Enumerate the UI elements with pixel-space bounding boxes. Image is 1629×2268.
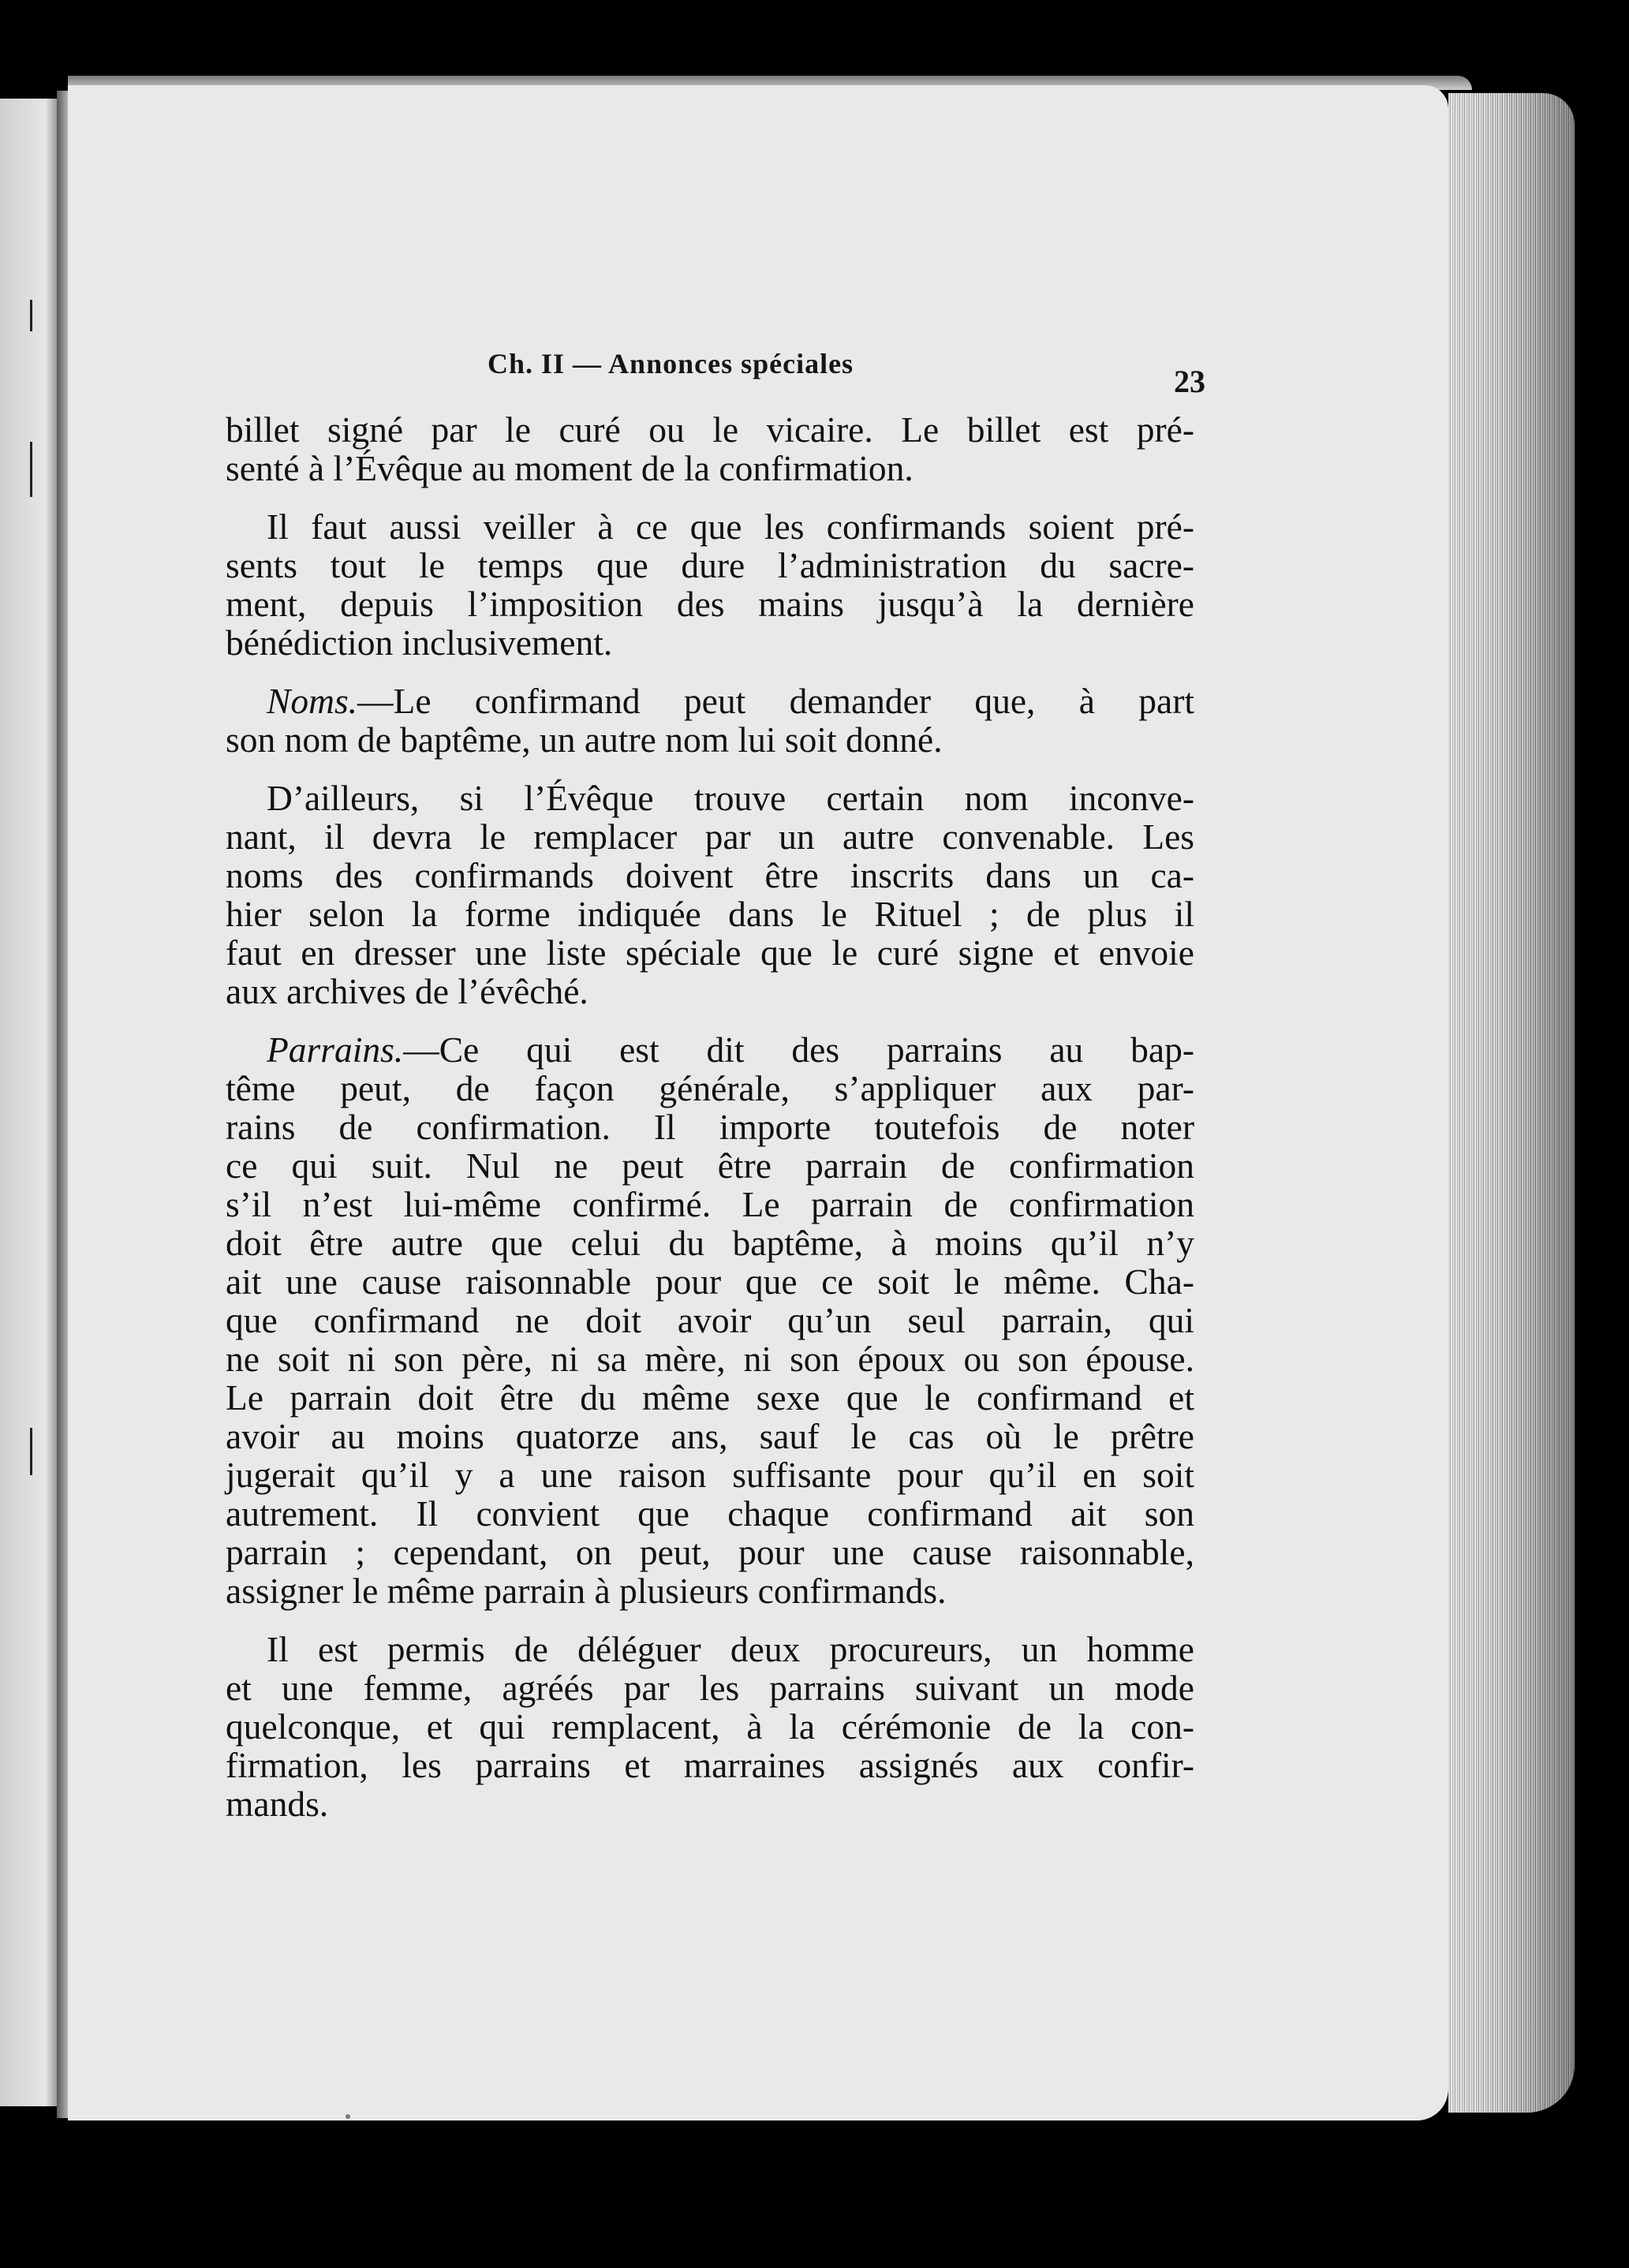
text-line bbox=[226, 682, 1194, 720]
paragraph bbox=[226, 1630, 1194, 1823]
text-line bbox=[226, 546, 1194, 585]
text-line bbox=[226, 895, 1194, 933]
line-text: ne soit ni son père, ni sa mère, ni son époux ou son épouse. bbox=[226, 1339, 1194, 1379]
section-lead: Noms. bbox=[267, 681, 358, 721]
line-text: avoir au moins quatorze ans, sauf le cas où le prêtre bbox=[226, 1416, 1194, 1456]
line-text: parrain ; cependant, on peut, pour une cause raisonnable, bbox=[226, 1532, 1194, 1572]
line-text: D’ailleurs, si l’Évêque trouve certain nom inconve- bbox=[267, 778, 1194, 818]
line-text: bénédiction inclusivement. bbox=[226, 622, 613, 663]
text-line bbox=[226, 1746, 1194, 1784]
line-text: que confirmand ne doit avoir qu’un seul parrain, qui bbox=[226, 1300, 1194, 1340]
text-line bbox=[226, 817, 1194, 856]
text-line bbox=[226, 972, 1194, 1011]
line-text: tême peut, de façon générale, s’appliquer aux par- bbox=[226, 1068, 1194, 1108]
text-line bbox=[226, 1262, 1194, 1301]
text-line bbox=[226, 585, 1194, 623]
text-line bbox=[226, 1301, 1194, 1340]
text-line bbox=[226, 779, 1194, 817]
paragraph bbox=[226, 682, 1194, 759]
text-line bbox=[226, 856, 1194, 895]
text-line bbox=[226, 1069, 1194, 1108]
text-line bbox=[226, 1668, 1194, 1707]
line-text: hier selon la forme indiquée dans le Rituel ; de plus il bbox=[226, 894, 1194, 934]
text-line bbox=[226, 1108, 1194, 1146]
running-title: Ch. II — Annonces spéciales bbox=[488, 348, 854, 379]
line-text: noms des confirmands doivent être inscrits dans un ca- bbox=[226, 855, 1194, 895]
line-text: firmation, les parrains et marraines assignés aux confir- bbox=[226, 1745, 1194, 1785]
section-lead: Parrains. bbox=[267, 1029, 404, 1070]
scan-speck bbox=[346, 2114, 350, 2119]
line-text: Le parrain doit être du même sexe que le confirmand et bbox=[226, 1377, 1194, 1418]
line-text: senté à l’Évêque au moment de la confirmation. bbox=[226, 448, 914, 488]
line-text: son nom de baptême, un autre nom lui soit donné. bbox=[226, 719, 943, 760]
previous-page-edge bbox=[0, 99, 57, 2106]
line-text: Il est permis de déléguer deux procureurs, un homme bbox=[267, 1629, 1194, 1669]
text-line bbox=[226, 1146, 1194, 1185]
text-line bbox=[226, 410, 1194, 449]
text-line bbox=[226, 1455, 1194, 1494]
text-line bbox=[226, 1224, 1194, 1262]
text-line bbox=[226, 720, 1194, 759]
paragraph bbox=[226, 779, 1194, 1011]
line-text: assigner le même parrain à plusieurs confirmands. bbox=[226, 1571, 947, 1611]
text-line bbox=[226, 623, 1194, 662]
paragraph bbox=[226, 410, 1194, 488]
line-text: jugerait qu’il y a une raison suffisante pour qu’il en soit bbox=[226, 1455, 1194, 1495]
line-text: sents tout le temps que dure l’administration du sacre- bbox=[226, 545, 1194, 585]
line-text: aux archives de l’évêché. bbox=[226, 971, 588, 1011]
text-line bbox=[226, 933, 1194, 972]
line-text: ment, depuis l’imposition des mains jusqu’à la dernière bbox=[226, 584, 1194, 624]
text-line bbox=[226, 1630, 1194, 1668]
line-text: Il faut aussi veiller à ce que les confirmands soient pré- bbox=[267, 506, 1194, 547]
line-text: ce qui suit. Nul ne peut être parrain de confirmation bbox=[226, 1145, 1194, 1186]
line-text: doit être autre que celui du baptême, à moins qu’il n’y bbox=[226, 1223, 1194, 1263]
page-number: 23 bbox=[1174, 364, 1205, 399]
line-text: —Ce qui est dit des parrains au bap- bbox=[403, 1029, 1194, 1070]
line-text: rains de confirmation. Il importe toutefois de noter bbox=[226, 1107, 1194, 1147]
text-line bbox=[226, 1533, 1194, 1571]
line-text: mands. bbox=[226, 1784, 329, 1824]
line-text: nant, il devra le remplacer par un autre convenable. Les bbox=[226, 816, 1194, 857]
text-line bbox=[226, 507, 1194, 546]
text-line bbox=[226, 449, 1194, 488]
text-line bbox=[226, 1494, 1194, 1533]
line-text: faut en dresser une liste spéciale que le curé signe et envoie bbox=[226, 932, 1194, 973]
text-line bbox=[226, 1340, 1194, 1378]
margin-mark bbox=[30, 1428, 32, 1475]
text-line bbox=[226, 1185, 1194, 1224]
page-stack-shading bbox=[1448, 93, 1575, 2113]
margin-mark bbox=[30, 300, 32, 331]
page-body-text bbox=[226, 410, 1194, 1843]
text-line bbox=[226, 1707, 1194, 1746]
line-text: et une femme, agréés par les parrains suivant un mode bbox=[226, 1668, 1194, 1708]
line-text: ait une cause raisonnable pour que ce soit le même. Cha- bbox=[226, 1261, 1194, 1302]
line-text: —Le confirmand peut demander que, à part bbox=[357, 681, 1194, 721]
line-text: autrement. Il convient que chaque confirmand ait son bbox=[226, 1493, 1194, 1534]
margin-mark bbox=[30, 442, 32, 497]
text-line bbox=[226, 1030, 1194, 1069]
line-text: s’il n’est lui-même confirmé. Le parrain de confirmation bbox=[226, 1184, 1194, 1224]
line-text: billet signé par le curé ou le vicaire. Le billet est pré- bbox=[226, 409, 1194, 450]
line-text: quelconque, et qui remplacent, à la cérémonie de la con- bbox=[226, 1706, 1194, 1747]
text-line bbox=[226, 1417, 1194, 1455]
text-line bbox=[226, 1571, 1194, 1610]
text-line bbox=[226, 1784, 1194, 1823]
paragraph bbox=[226, 507, 1194, 662]
paragraph bbox=[226, 1030, 1194, 1610]
text-line bbox=[226, 1378, 1194, 1417]
